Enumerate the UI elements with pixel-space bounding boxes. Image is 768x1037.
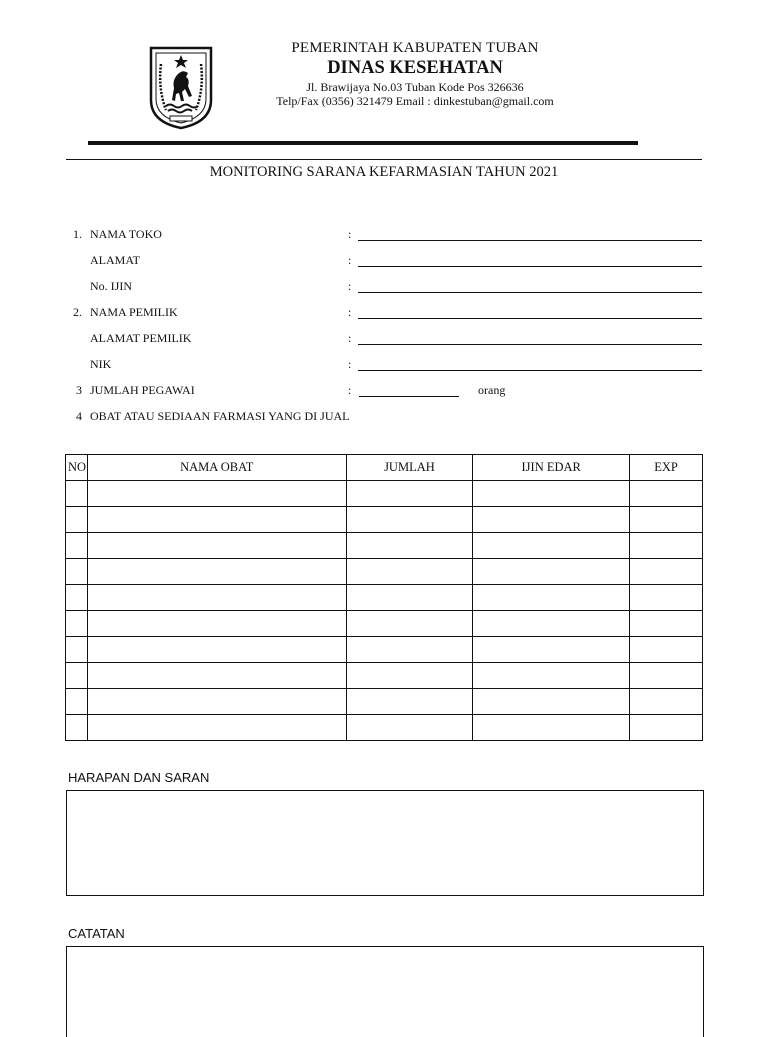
table-cell[interactable] — [346, 559, 473, 585]
letterhead-divider-thin — [66, 159, 702, 160]
table-cell[interactable] — [87, 637, 346, 663]
table-cell[interactable] — [346, 715, 473, 741]
catatan-label: CATATAN — [68, 926, 125, 941]
table-cell[interactable] — [346, 637, 473, 663]
column-header-jumlah: JUMLAH — [346, 455, 473, 481]
table-cell[interactable] — [630, 715, 703, 741]
table-cell[interactable] — [346, 481, 473, 507]
table-cell[interactable] — [87, 689, 346, 715]
table-cell[interactable] — [630, 663, 703, 689]
table-row — [66, 689, 703, 715]
fill-in-line[interactable] — [358, 344, 702, 345]
fill-in-line[interactable] — [358, 318, 702, 319]
table-cell[interactable] — [87, 507, 346, 533]
table-cell[interactable] — [630, 533, 703, 559]
field-number: 2. — [73, 305, 82, 319]
table-cell[interactable] — [87, 585, 346, 611]
table-cell[interactable] — [346, 663, 473, 689]
field-colon: : — [348, 227, 352, 241]
table-row — [66, 715, 703, 741]
table-body — [66, 481, 703, 741]
table-cell[interactable] — [346, 533, 473, 559]
agency-address: Jl. Brawijaya No.03 Tuban Kode Pos 326636 — [306, 80, 524, 94]
table-cell[interactable] — [473, 637, 630, 663]
table-cell[interactable] — [66, 585, 88, 611]
table-cell[interactable] — [66, 507, 88, 533]
unit-label: orang — [478, 383, 506, 397]
table-row — [66, 533, 703, 559]
field-label: ALAMAT PEMILIK — [90, 331, 192, 345]
table-cell[interactable] — [473, 533, 630, 559]
field-nik — [66, 357, 702, 377]
table-cell[interactable] — [473, 481, 630, 507]
field-obat-dijual — [66, 409, 702, 429]
field-label: NAMA TOKO — [90, 227, 162, 241]
field-colon: : — [348, 331, 352, 345]
table-cell[interactable] — [473, 715, 630, 741]
table-cell[interactable] — [630, 559, 703, 585]
table-row — [66, 637, 703, 663]
agency-contact: Telp/Fax (0356) 321479 Email : dinkestuban@gmail.com — [276, 94, 554, 108]
table-cell[interactable] — [87, 533, 346, 559]
field-label: JUMLAH PEGAWAI — [90, 383, 195, 397]
field-alamat — [66, 253, 702, 273]
tuban-regency-emblem-icon — [148, 44, 214, 130]
column-header-exp: EXP — [630, 455, 703, 481]
table-cell[interactable] — [630, 481, 703, 507]
table-cell[interactable] — [630, 611, 703, 637]
table-cell[interactable] — [346, 507, 473, 533]
table-cell[interactable] — [473, 689, 630, 715]
field-jumlah-pegawai — [66, 383, 702, 403]
table-row — [66, 585, 703, 611]
table-cell[interactable] — [473, 663, 630, 689]
government-name: PEMERINTAH KABUPATEN TUBAN — [291, 40, 539, 56]
table-cell[interactable] — [66, 663, 88, 689]
field-nama-toko — [66, 227, 702, 247]
field-colon: : — [348, 383, 352, 397]
table-row — [66, 611, 703, 637]
fill-in-line[interactable] — [359, 396, 459, 397]
agency-name: DINAS KESEHATAN — [327, 58, 503, 78]
table-cell[interactable] — [473, 507, 630, 533]
table-cell[interactable] — [66, 637, 88, 663]
table-cell[interactable] — [66, 533, 88, 559]
table-cell[interactable] — [346, 689, 473, 715]
table-row — [66, 559, 703, 585]
table-header-row — [66, 455, 703, 481]
harapan-label: HARAPAN DAN SARAN — [68, 770, 210, 785]
table-cell[interactable] — [630, 507, 703, 533]
fill-in-line[interactable] — [358, 292, 702, 293]
field-colon: : — [348, 253, 352, 267]
fill-in-line[interactable] — [358, 266, 702, 267]
table-cell[interactable] — [66, 611, 88, 637]
medicine-table — [65, 454, 703, 741]
table-cell[interactable] — [66, 559, 88, 585]
field-label: OBAT ATAU SEDIAAN FARMASI YANG DI JUAL — [90, 409, 350, 423]
table-cell[interactable] — [87, 611, 346, 637]
field-no-ijin — [66, 279, 702, 299]
field-label: ALAMAT — [90, 253, 140, 267]
field-label: NIK — [90, 357, 112, 371]
letterhead-divider-thick — [88, 141, 638, 145]
table-cell[interactable] — [66, 715, 88, 741]
catatan-box[interactable] — [66, 946, 704, 1037]
fill-in-line[interactable] — [358, 240, 702, 241]
field-nama-pemilik — [66, 305, 702, 325]
table-row — [66, 507, 703, 533]
field-label: No. IJIN — [90, 279, 132, 293]
table-cell[interactable] — [66, 689, 88, 715]
field-label: NAMA PEMILIK — [90, 305, 178, 319]
table-cell[interactable] — [473, 559, 630, 585]
table-cell[interactable] — [346, 611, 473, 637]
column-header-no: NO — [66, 455, 88, 481]
field-alamat-pemilik — [66, 331, 702, 351]
table-cell[interactable] — [630, 689, 703, 715]
field-colon: : — [348, 357, 352, 371]
table-cell[interactable] — [473, 611, 630, 637]
field-number: 3 — [76, 383, 82, 397]
field-number: 1. — [73, 227, 82, 241]
column-header-ijin-edar: IJIN EDAR — [473, 455, 630, 481]
table-cell[interactable] — [87, 481, 346, 507]
table-cell[interactable] — [66, 481, 88, 507]
table-row — [66, 481, 703, 507]
table-cell[interactable] — [87, 715, 346, 741]
table-cell[interactable] — [87, 663, 346, 689]
document-title: MONITORING SARANA KEFARMASIAN TAHUN 2021 — [209, 164, 559, 180]
table-cell[interactable] — [346, 585, 473, 611]
table-cell[interactable] — [473, 585, 630, 611]
table-cell[interactable] — [630, 585, 703, 611]
table-row — [66, 663, 703, 689]
table-cell[interactable] — [630, 637, 703, 663]
field-colon: : — [348, 305, 352, 319]
field-number: 4 — [76, 409, 82, 423]
fill-in-line[interactable] — [358, 370, 702, 371]
table-cell[interactable] — [87, 559, 346, 585]
column-header-nama-obat: NAMA OBAT — [87, 455, 346, 481]
field-colon: : — [348, 279, 352, 293]
harapan-box[interactable] — [66, 790, 704, 896]
